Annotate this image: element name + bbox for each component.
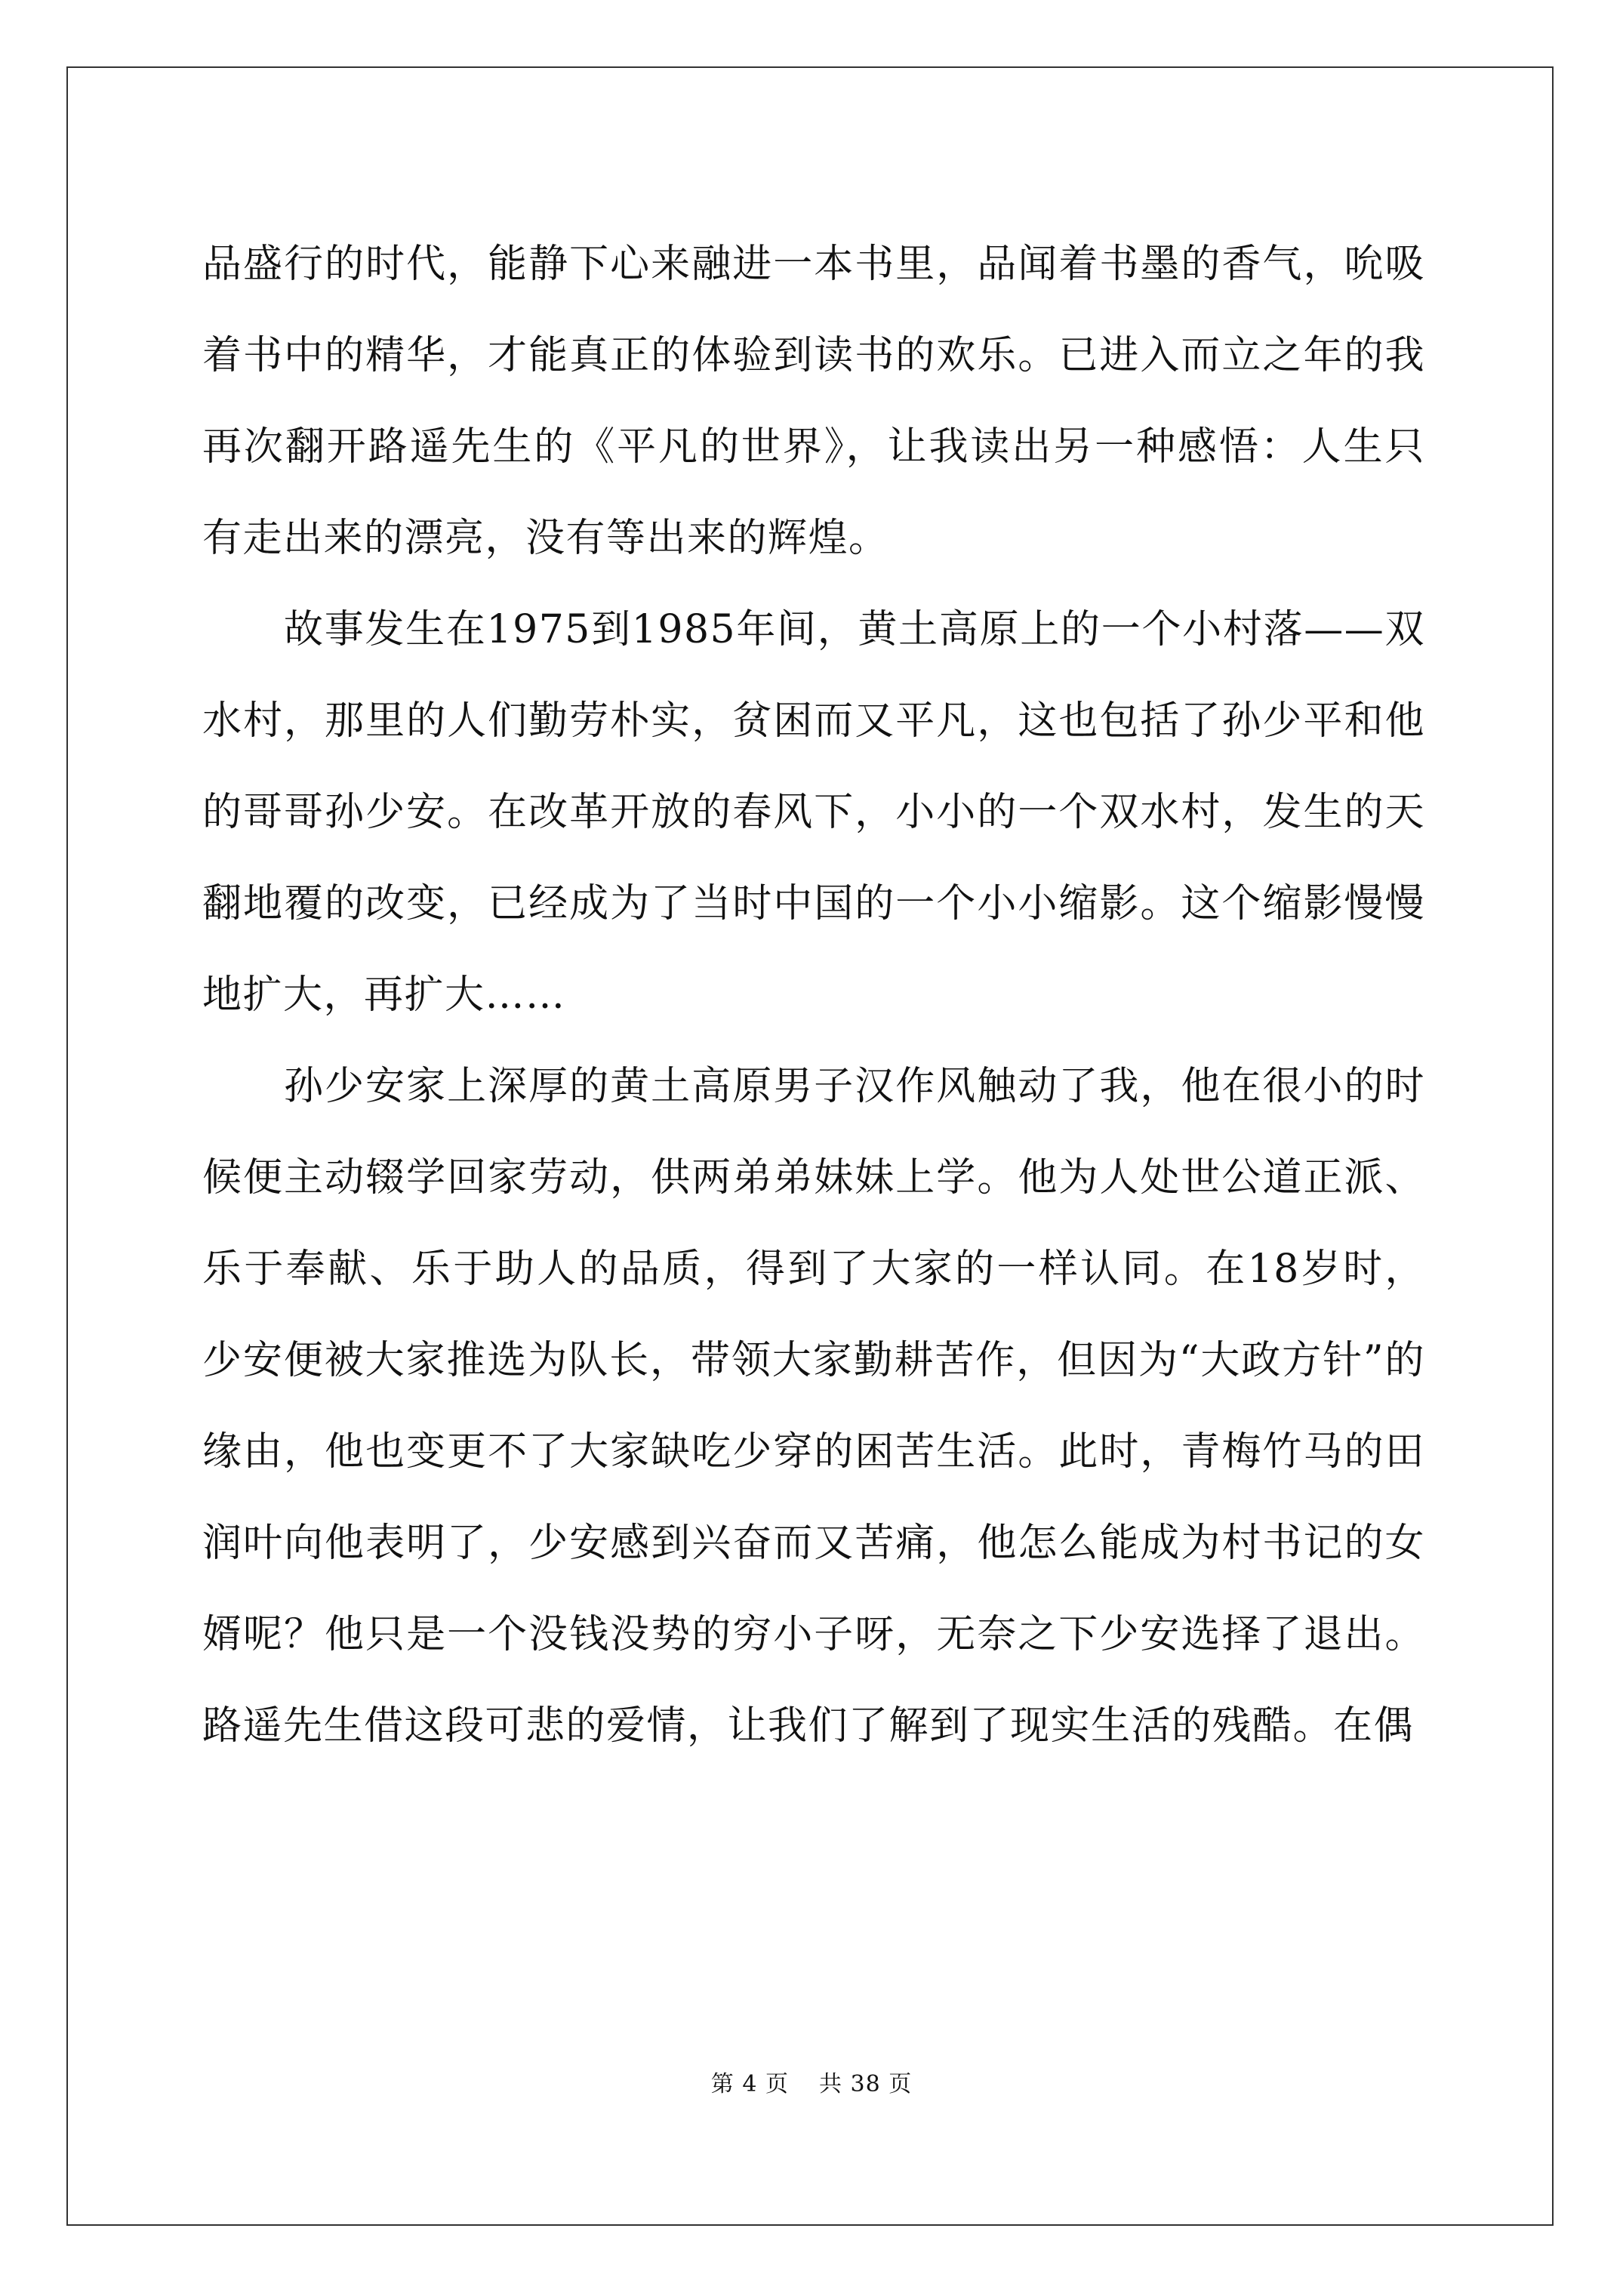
document-body (202, 219, 1425, 1772)
paragraph-3: 孙少安家上深厚的黄土高原男子汉作风触动了我，他在很小的时候便主动辍学回家劳动，供两弟弟妹妹上学。他为人处世公道正派、乐于奉献、乐于助人的品质，得到了大家的一样认同。在18岁时，少安便被大家推选为队长，带领大家勤耕苦作，但因为“大政方针”的缘由，他也变更不了大家缺吃少穿的困苦生活。此时，青梅竹马的田润叶向他表明了，少安感到兴奋而又苦痛，他怎么能成为村书记的女婿呢？他只是一个没钱没势的穷小子呀，无奈之下少安选择了退出。路遥先生借这段可悲的爱情，让我们了解到了现实生活的残酷。在偶 (202, 1064, 1425, 1749)
page-footer (0, 2065, 1623, 2098)
page-total: 共 38 页 (818, 2071, 913, 2097)
page-number: 第 4 页 (710, 2071, 789, 2097)
paragraph-1: 品盛行的时代，能静下心来融进一本书里，品闻着书墨的香气，吮吸着书中的精华，才能真正的体验到读书的欢乐。已进入而立之年的我再次翻开路遥先生的《平凡的世界》，让我读出另一种感悟：人生只有走出来的漂亮，没有等出来的辉煌。 (202, 242, 1425, 561)
paragraph-2: 故事发生在1975到1985年间，黄土高原上的一个小村落——双水村，那里的人们勤劳朴实，贫困而又平凡，这也包括了孙少平和他的哥哥孙少安。在改革开放的春风下，小小的一个双水村，发生的天翻地覆的改变，已经成为了当时中国的一个小小缩影。这个缩影慢慢地扩大，再扩大…… (202, 607, 1425, 1018)
